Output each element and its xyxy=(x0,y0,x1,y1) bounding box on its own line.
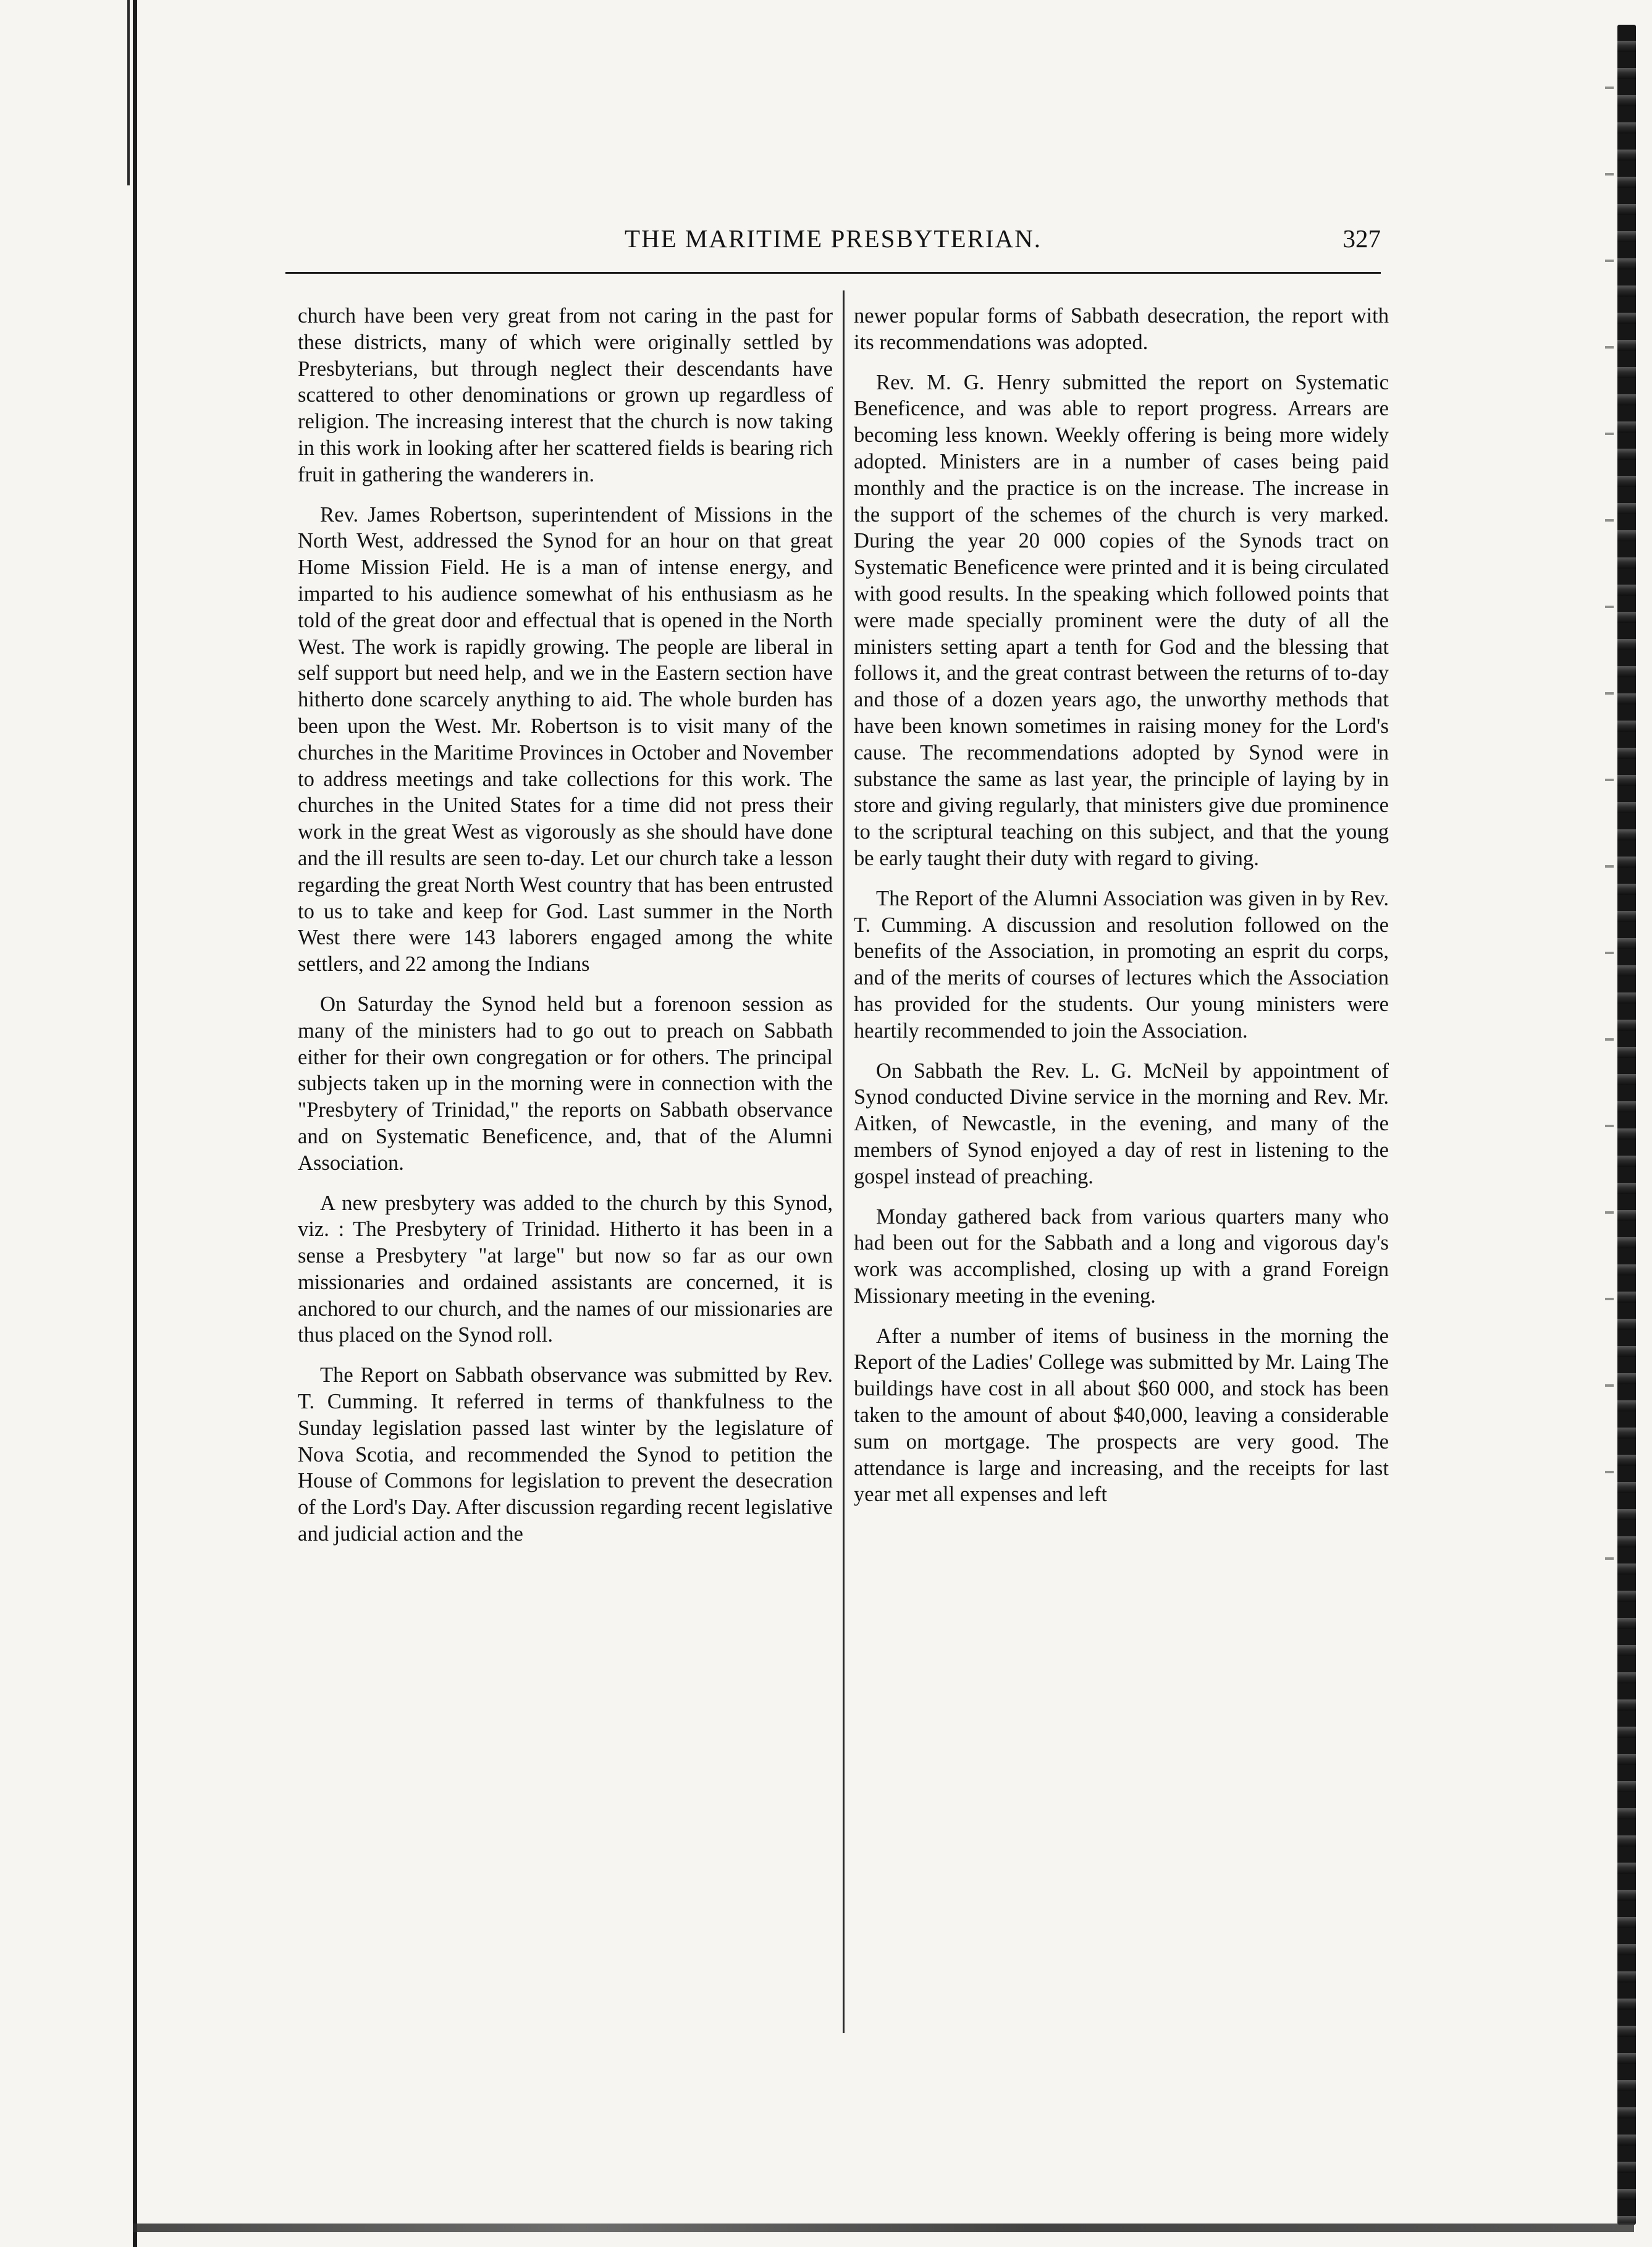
page-left-edge xyxy=(133,0,137,2247)
page-left-edge-shadow xyxy=(127,0,130,185)
left-column xyxy=(298,303,833,1561)
paragraph: Monday gathered back from various quarters many who had been out for the Sabbath and a long and vigorous day's work was accomplished, closing up with a grand Foreign Missionary meeting in the evening. xyxy=(854,1204,1389,1308)
running-title: THE MARITIME PRESBYTERIAN. xyxy=(625,224,1042,253)
page-number: 327 xyxy=(1342,224,1381,253)
right-column xyxy=(854,303,1389,1521)
paragraph: A new presbytery was added to the church by this Synod, viz. : The Presbytery of Trinidad. Hitherto it has been in a sense a Presbytery "at large" but now so far as our own missionaries and ordained assistants are concerned, it is anchored to our church, and the names of our missionaries are thus placed on the Synod roll. xyxy=(298,1191,833,1347)
paragraph: newer popular forms of Sabbath desecration, the report with its recommendations was adopted. xyxy=(854,304,1389,354)
paragraph: Rev. M. G. Henry submitted the report on Systematic Beneficence, and was able to report progress. Arrears are becoming less known. Weekly offering is being more widely adopted. Ministers are in a number of cases being paid monthly and the practice is on the increase. The increase in the support of the schemes of the church is very marked. During the year 20 000 copies of the Synods tract on Systematic Beneficence were printed and it is being circulated with good results. In the speaking which followed points that were made specially prominent were the duty of all the ministers setting apart a tenth for God and the blessing that follows it, and the great contrast between the returns of to-day and those of a dozen years ago, the unworthy methods that have been known sometimes in raising money for the Lord's cause. The recommendations adopted by Synod were in substance the same as last year, the principle of laying by in store and giving regularly, that ministers give due prominence to the scriptural teaching on this subject, and that the young be early taught their duty with regard to giving. xyxy=(854,370,1389,870)
paragraph: church have been very great from not caring in the past for these districts, many of which were originally settled by Presbyterians, but through neglect their descendants have scattered to other denominations or grown up regardless of religion. The increasing interest that the church is now taking in this work in looking after her scattered fields is bearing rich fruit in gathering the wanderers in. xyxy=(298,304,833,486)
paragraph: Rev. James Robertson, superintendent of Missions in the North West, addressed the Synod for an hour on that great Home Mission Field. He is a man of intense energy, and imparted to his audience somewhat of his enthusiasm as he told of the great door and effectual that is opened in the North West. The work is rapidly growing. The people are liberal in self support but need help, and we in the Eastern section have hitherto done scarcely anything to aid. The whole burden has been upon the West. Mr. Robertson is to visit many of the churches in the Maritime Provinces in October and November to address meetings and take collections for this work. The churches in the United States for a time did not press their work in the great West as vigorously as she should have done and the ill results are seen to-day. Let our church take a lesson regarding the great North West country that has been entrusted to us to take and keep for God. Last summer in the North West there were 143 laborers engaged among the white settlers, and 22 among the Indians xyxy=(298,502,833,976)
page-right-edge xyxy=(1617,25,1636,2225)
page-header xyxy=(285,224,1381,261)
header-rule xyxy=(285,272,1381,274)
column-divider xyxy=(843,290,845,2033)
paragraph: The Report on Sabbath observance was submitted by Rev. T. Cumming. It referred in terms of thankfulness to the Sunday legislation passed last winter by the legislature of Nova Scotia, and recommended the Synod to petition the House of Commons for legislation to prevent the desecration of the Lord's Day. After discussion regarding recent legislative and judicial action and the xyxy=(298,1363,833,1546)
paragraph: The Report of the Alumni Association was given in by Rev. T. Cumming. A discussion and resolution followed on the benefits of the Association, in promoting an esprit du corps, and of the merits of courses of lectures which the Association has provided for the students. Our young ministers were heartily recommended to join the Association. xyxy=(854,886,1389,1043)
page-right-bleed xyxy=(1605,43,1614,1588)
paragraph: On Sabbath the Rev. L. G. McNeil by appointment of Synod conducted Divine service in the morning and Rev. Mr. Aitken, of Newcastle, in the evening, and many of the members of Synod enjoyed a day of rest in listening to the gospel instead of preaching. xyxy=(854,1059,1389,1188)
page-bottom-edge xyxy=(133,2224,1634,2232)
paragraph: After a number of items of business in the morning the Report of the Ladies' College was submitted by Mr. Laing The buildings have cost in all about $60 000, and stock has been taken to the amount of about $40,000, leaving a considerable sum on mortgage. The prospects are very good. The attendance is large and increasing, and the receipts for last year met all expenses and left xyxy=(854,1324,1389,1507)
paragraph: On Saturday the Synod held but a forenoon session as many of the ministers had to go out to preach on Sabbath either for their own congregation or for others. The principal subjects taken up in the morning were in connection with the "Presbytery of Trinidad," the reports on Sabbath observance and on Systematic Beneficence, and, that of the Alumni Association. xyxy=(298,992,833,1175)
